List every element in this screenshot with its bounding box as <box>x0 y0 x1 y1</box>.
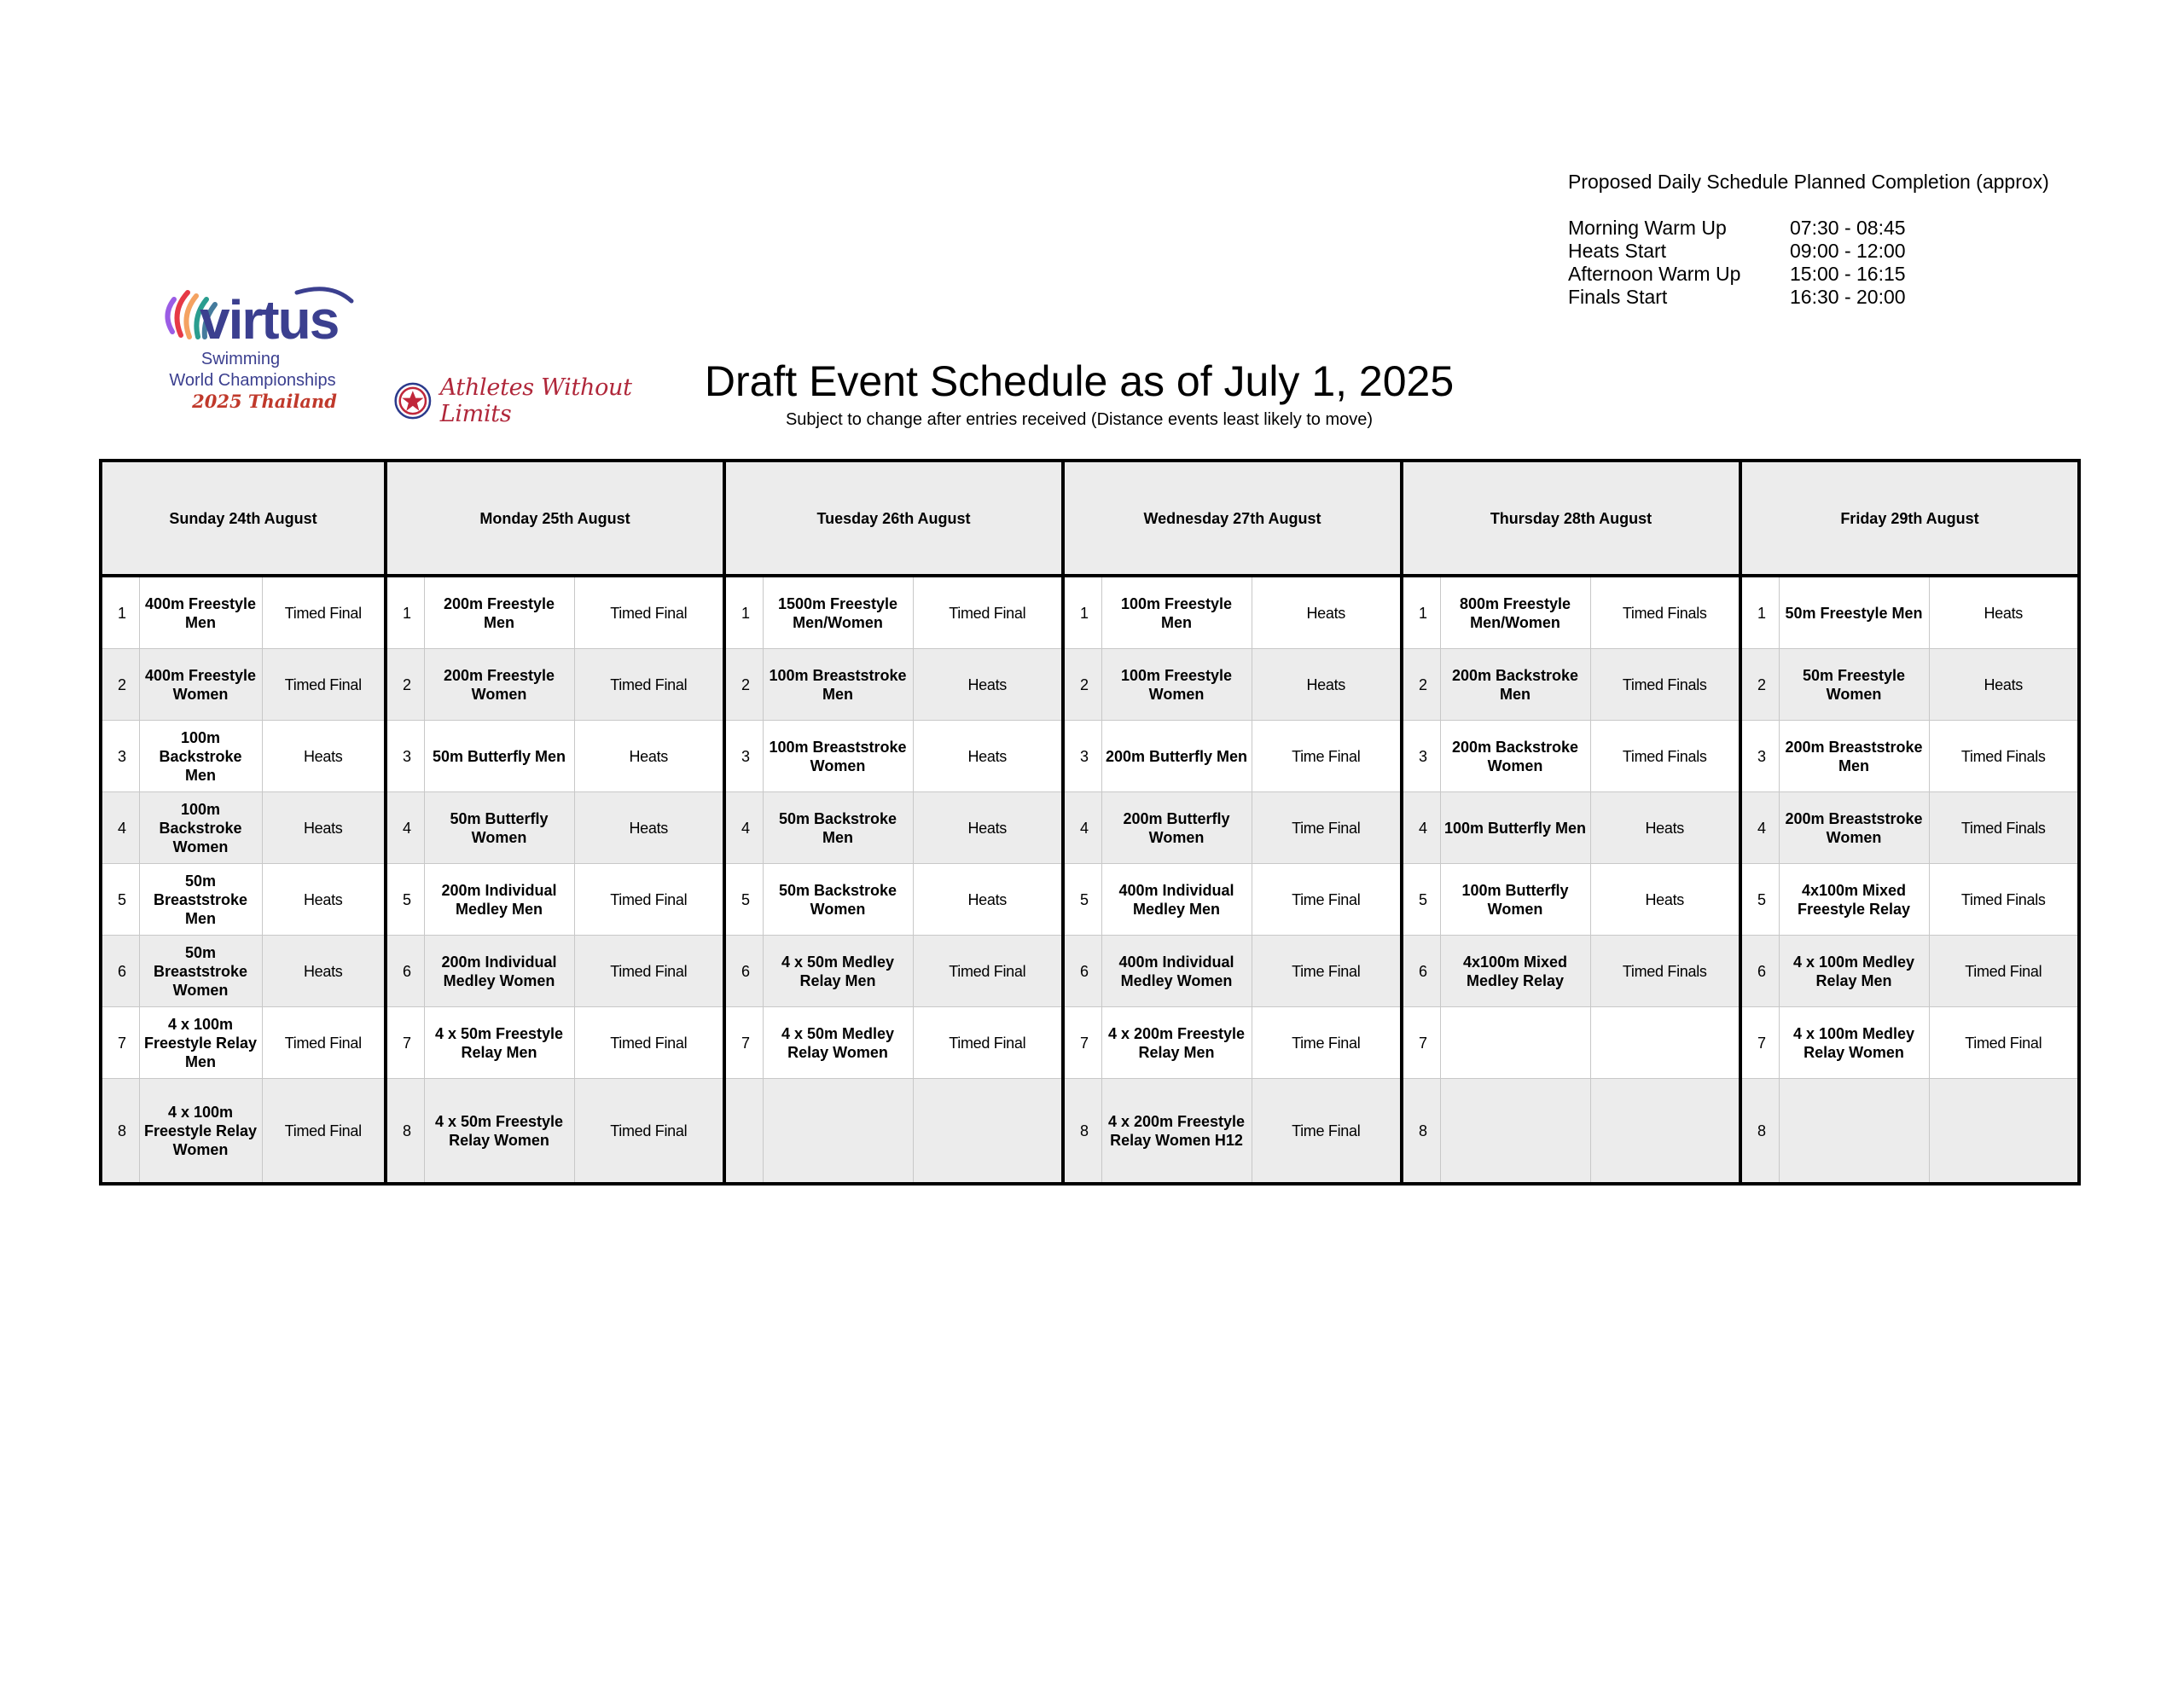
event-name: 4x100m Mixed Freestyle Relay <box>1779 864 1929 936</box>
event-type: Heats <box>262 721 386 792</box>
event-type: Timed Finals <box>1929 792 2079 864</box>
event-name: 100m Backstroke Women <box>139 792 262 864</box>
event-type: Heats <box>574 721 724 792</box>
day-header: Thursday 28th August <box>1402 461 1740 576</box>
event-name: 100m Butterfly Women <box>1440 864 1590 936</box>
event-number: 4 <box>1063 792 1101 864</box>
event-type: Timed Finals <box>1929 721 2079 792</box>
event-name: 4 x 50m Medley Relay Women <box>763 1007 913 1079</box>
event-number: 3 <box>1063 721 1101 792</box>
daily-schedule-row <box>1568 286 2049 309</box>
event-type: Timed Final <box>1929 1007 2079 1079</box>
event-name: 50m Butterfly Men <box>424 721 574 792</box>
daily-label: Morning Warm Up <box>1568 217 1727 239</box>
daily-label: Afternoon Warm Up <box>1568 263 1741 285</box>
event-number: 2 <box>724 649 763 721</box>
event-name: 4 x 100m Freestyle Relay Men <box>139 1007 262 1079</box>
event-type: Timed Final <box>574 864 724 936</box>
event-type: Timed Final <box>262 1007 386 1079</box>
event-type: Time Final <box>1252 1007 1402 1079</box>
event-type: Heats <box>1252 649 1402 721</box>
event-type: Heats <box>1929 576 2079 649</box>
event-name: 4 x 200m Freestyle Relay Men <box>1101 1007 1252 1079</box>
event-name: 200m Backstroke Men <box>1440 649 1590 721</box>
event-number: 6 <box>724 936 763 1007</box>
event-name <box>1440 1007 1590 1079</box>
event-schedule-table <box>99 459 2081 1186</box>
event-number: 2 <box>386 649 424 721</box>
event-number: 7 <box>101 1007 139 1079</box>
event-type: Time Final <box>1252 721 1402 792</box>
event-type: Timed Final <box>574 576 724 649</box>
event-type: Timed Finals <box>1929 864 2079 936</box>
daily-label: Finals Start <box>1568 286 1668 308</box>
event-name: 4 x 200m Freestyle Relay Women H12 <box>1101 1079 1252 1185</box>
event-number: 7 <box>724 1007 763 1079</box>
event-name: 200m Individual Medley Men <box>424 864 574 936</box>
daily-time: 07:30 - 08:45 <box>1790 217 1906 239</box>
event-type <box>913 1079 1063 1185</box>
event-number: 2 <box>101 649 139 721</box>
event-number: 4 <box>1740 792 1779 864</box>
partner-logo-text: Athletes Without Limits <box>439 374 632 427</box>
event-name: 50m Backstroke Women <box>763 864 913 936</box>
table-row <box>101 864 2079 936</box>
event-type: Heats <box>913 649 1063 721</box>
event-name: 1500m Freestyle Men/Women <box>763 576 913 649</box>
event-number: 1 <box>724 576 763 649</box>
event-name: 4 x 100m Medley Relay Women <box>1779 1007 1929 1079</box>
event-type: Timed Finals <box>1590 721 1740 792</box>
event-name <box>1779 1079 1929 1185</box>
event-number: 1 <box>101 576 139 649</box>
event-name: 100m Freestyle Men <box>1101 576 1252 649</box>
event-type: Timed Final <box>574 649 724 721</box>
event-number: 1 <box>1740 576 1779 649</box>
logo-line-3: 2025 Thailand <box>192 391 337 412</box>
event-type: Heats <box>574 792 724 864</box>
daily-schedule-row <box>1568 217 2049 240</box>
logo-line-2: World Championships <box>169 371 336 390</box>
event-number: 4 <box>724 792 763 864</box>
event-type: Timed Finals <box>1590 576 1740 649</box>
day-header: Tuesday 26th August <box>724 461 1063 576</box>
event-type: Time Final <box>1252 1079 1402 1185</box>
event-type: Timed Final <box>913 936 1063 1007</box>
event-name: 50m Breaststroke Women <box>139 936 262 1007</box>
event-type: Time Final <box>1252 936 1402 1007</box>
daily-schedule-title: Proposed Daily Schedule Planned Completion (approx) <box>1568 171 2049 193</box>
event-name: 800m Freestyle Men/Women <box>1440 576 1590 649</box>
daily-time: 16:30 - 20:00 <box>1790 286 1906 308</box>
event-number: 5 <box>1402 864 1440 936</box>
subtitle-text: Subject to change after entries received (Distance events least likely to move) <box>785 410 1374 429</box>
event-number: 3 <box>724 721 763 792</box>
event-type <box>1590 1079 1740 1185</box>
event-type: Timed Finals <box>1590 936 1740 1007</box>
event-type: Timed Final <box>574 1007 724 1079</box>
event-name: 100m Backstroke Men <box>139 721 262 792</box>
event-number: 2 <box>1740 649 1779 721</box>
event-number: 8 <box>101 1079 139 1185</box>
event-name: 4 x 100m Freestyle Relay Women <box>139 1079 262 1185</box>
table-row <box>101 1079 2079 1185</box>
event-type: Heats <box>913 864 1063 936</box>
event-number: 1 <box>1402 576 1440 649</box>
event-number: 6 <box>1740 936 1779 1007</box>
event-number: 3 <box>101 721 139 792</box>
event-number: 8 <box>1402 1079 1440 1185</box>
event-number: 4 <box>1402 792 1440 864</box>
table-row <box>101 1007 2079 1079</box>
event-name: 4x100m Mixed Medley Relay <box>1440 936 1590 1007</box>
logo-line-1: Swimming <box>200 350 281 368</box>
event-name: 4 x 50m Freestyle Relay Men <box>424 1007 574 1079</box>
event-number: 3 <box>1740 721 1779 792</box>
event-name: 100m Butterfly Men <box>1440 792 1590 864</box>
event-name: 50m Breaststroke Men <box>139 864 262 936</box>
table-row <box>101 792 2079 864</box>
daily-schedule-row <box>1568 263 2049 286</box>
event-type: Timed Final <box>913 1007 1063 1079</box>
event-number: 3 <box>386 721 424 792</box>
daily-schedule <box>1568 171 2049 309</box>
event-name: 50m Butterfly Women <box>424 792 574 864</box>
day-header: Sunday 24th August <box>101 461 386 576</box>
event-name: 200m Butterfly Men <box>1101 721 1252 792</box>
document-title <box>0 357 2184 406</box>
event-number: 5 <box>1740 864 1779 936</box>
daily-label: Heats Start <box>1568 240 1667 262</box>
event-number: 7 <box>1063 1007 1101 1079</box>
event-type: Timed Final <box>262 576 386 649</box>
event-number: 3 <box>1402 721 1440 792</box>
event-name: 4 x 50m Medley Relay Men <box>763 936 913 1007</box>
table-row <box>101 936 2079 1007</box>
event-number: 6 <box>1402 936 1440 1007</box>
event-number: 2 <box>1063 649 1101 721</box>
event-name: 200m Breaststroke Women <box>1779 792 1929 864</box>
event-name: 100m Breaststroke Women <box>763 721 913 792</box>
event-type: Heats <box>1252 576 1402 649</box>
table-row <box>101 721 2079 792</box>
event-number: 6 <box>1063 936 1101 1007</box>
event-type: Timed Final <box>1929 936 2079 1007</box>
event-name: 100m Breaststroke Men <box>763 649 913 721</box>
table-row <box>101 576 2079 649</box>
event-number: 8 <box>386 1079 424 1185</box>
daily-time: 09:00 - 12:00 <box>1790 240 1906 262</box>
page-title: Draft Event Schedule as of July 1, 2025 <box>704 357 1455 405</box>
event-type: Heats <box>262 792 386 864</box>
event-name: 200m Breaststroke Men <box>1779 721 1929 792</box>
event-number: 6 <box>101 936 139 1007</box>
event-name: 200m Individual Medley Women <box>424 936 574 1007</box>
event-number: 2 <box>1402 649 1440 721</box>
event-type: Heats <box>262 864 386 936</box>
event-number: 5 <box>386 864 424 936</box>
event-type: Time Final <box>1252 792 1402 864</box>
daily-time: 15:00 - 16:15 <box>1790 263 1906 285</box>
event-name: 4 x 50m Freestyle Relay Women <box>424 1079 574 1185</box>
virtus-wordmark: virtus <box>200 289 339 351</box>
event-name <box>763 1079 913 1185</box>
event-number: 8 <box>1063 1079 1101 1185</box>
event-name: 200m Backstroke Women <box>1440 721 1590 792</box>
event-number: 7 <box>1740 1007 1779 1079</box>
event-number: 5 <box>101 864 139 936</box>
event-number: 7 <box>1402 1007 1440 1079</box>
event-name: 100m Freestyle Women <box>1101 649 1252 721</box>
event-name: 200m Freestyle Women <box>424 649 574 721</box>
event-type: Heats <box>1590 792 1740 864</box>
document-subtitle <box>0 409 2184 430</box>
event-number: 6 <box>386 936 424 1007</box>
event-type: Timed Finals <box>1590 649 1740 721</box>
event-name: 50m Freestyle Men <box>1779 576 1929 649</box>
event-name: 4 x 100m Medley Relay Men <box>1779 936 1929 1007</box>
event-type: Timed Final <box>262 1079 386 1185</box>
event-number: 5 <box>724 864 763 936</box>
event-name: 400m Freestyle Men <box>139 576 262 649</box>
event-type <box>1929 1079 2079 1185</box>
event-type: Heats <box>913 721 1063 792</box>
table-header-row <box>101 461 2079 576</box>
event-name: 50m Freestyle Women <box>1779 649 1929 721</box>
event-name: 400m Individual Medley Women <box>1101 936 1252 1007</box>
event-name: 200m Freestyle Men <box>424 576 574 649</box>
day-header: Monday 25th August <box>386 461 724 576</box>
event-type: Heats <box>913 792 1063 864</box>
event-number: 1 <box>1063 576 1101 649</box>
event-number: 7 <box>386 1007 424 1079</box>
table-row <box>101 649 2079 721</box>
event-name: 200m Butterfly Women <box>1101 792 1252 864</box>
event-type: Timed Final <box>574 1079 724 1185</box>
event-number: 1 <box>386 576 424 649</box>
event-name: 50m Backstroke Men <box>763 792 913 864</box>
event-type: Heats <box>1929 649 2079 721</box>
event-number: 5 <box>1063 864 1101 936</box>
event-number: 8 <box>1740 1079 1779 1185</box>
event-number: 4 <box>386 792 424 864</box>
event-name: 400m Freestyle Women <box>139 649 262 721</box>
daily-schedule-row <box>1568 240 2049 263</box>
event-type: Heats <box>262 936 386 1007</box>
day-header: Wednesday 27th August <box>1063 461 1402 576</box>
event-name <box>1440 1079 1590 1185</box>
event-type: Timed Final <box>262 649 386 721</box>
event-type <box>1590 1007 1740 1079</box>
event-type: Time Final <box>1252 864 1402 936</box>
event-name: 400m Individual Medley Men <box>1101 864 1252 936</box>
event-type: Timed Final <box>913 576 1063 649</box>
event-type: Heats <box>1590 864 1740 936</box>
event-type: Timed Final <box>574 936 724 1007</box>
event-number: 4 <box>101 792 139 864</box>
event-number <box>724 1079 763 1185</box>
day-header: Friday 29th August <box>1740 461 2079 576</box>
